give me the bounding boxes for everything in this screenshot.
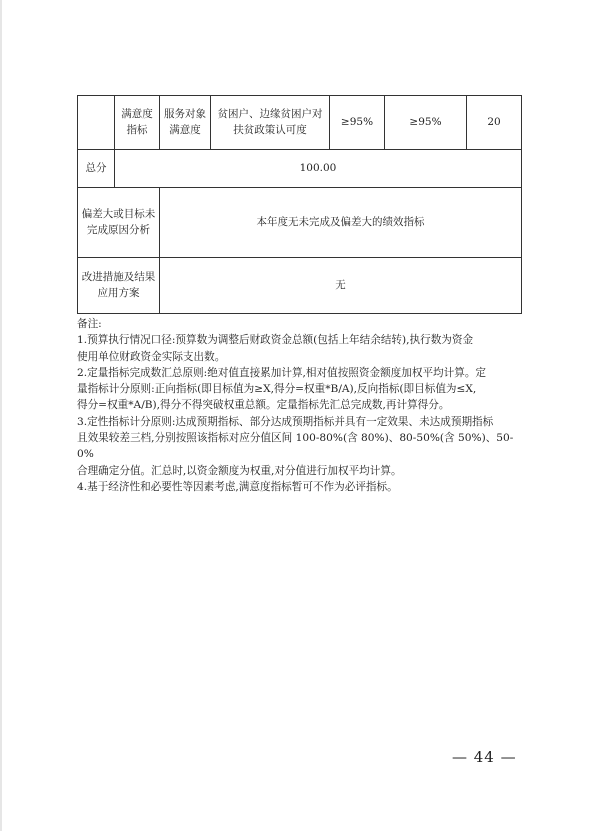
table-row-satisfaction	[78, 96, 522, 150]
table-cell-score: 20	[467, 96, 522, 150]
page-number: — 44 —	[452, 748, 517, 766]
notes-line: 3.定性指标计分原则:达成预期指标、部分达成预期指标并具有一定效果、未达成预期指标	[77, 415, 494, 428]
notes-line: 2.定量指标完成数汇总原则:绝对值直接累加计算,相对值按照资金额度加权平均计算。定	[77, 366, 487, 379]
notes-line: 得分=权重*A/B),得分不得突破权重总额。定量指标先汇总完成数,再计算得分。	[77, 399, 450, 412]
notes-line: 量指标计分原则:正向指标(即目标值为≥X,得分=权重*B/A),反向指标(即目标值为≤X,	[77, 383, 477, 396]
table-cell-blank	[78, 96, 115, 150]
notes-line: 且效果较差三档,分别按照该指标对应分值区间 100-80%(含 80%)、80-50%(含 50%)、50-0%	[77, 432, 514, 461]
table-cell-target-value: ≥95%	[330, 96, 385, 150]
total-label: 总分	[78, 150, 115, 188]
notes-line: 合理确定分值。汇总时,以资金额度为权重,对分值进行加权平均计算。	[77, 464, 402, 477]
notes-line: 4.基于经济性和必要性等因素考虑,满意度指标暂可不作为必评指标。	[77, 480, 398, 493]
table-row-deviation	[78, 188, 522, 258]
table-row-total	[78, 150, 522, 188]
performance-table	[77, 95, 522, 314]
improvement-value: 无	[160, 258, 522, 314]
table-cell-indicator-detail: 贫困户、边缘贫困户对扶贫政策认可度	[211, 96, 330, 150]
table-cell-indicator-level3: 服务对象满意度	[160, 96, 211, 150]
deviation-label: 偏差大或目标未完成原因分析	[78, 188, 160, 258]
table-cell-indicator-level2: 满意度指标	[115, 96, 160, 150]
deviation-value: 本年度无未完成及偏差大的绩效指标	[160, 188, 522, 258]
notes-line: 使用单位财政资金实际支出数。	[77, 350, 226, 363]
table-cell-actual-value: ≥95%	[385, 96, 467, 150]
total-value: 100.00	[115, 150, 522, 188]
notes-title: 备注:	[77, 318, 102, 330]
page-edge	[0, 0, 2, 831]
table-row-improvement	[78, 258, 522, 314]
notes-line: 1.预算执行情况口径:预算数为调整后财政资金总额(包括上年结余结转),执行数为资金	[77, 334, 474, 347]
improvement-label: 改进措施及结果应用方案	[78, 258, 160, 314]
notes-section	[77, 316, 523, 495]
